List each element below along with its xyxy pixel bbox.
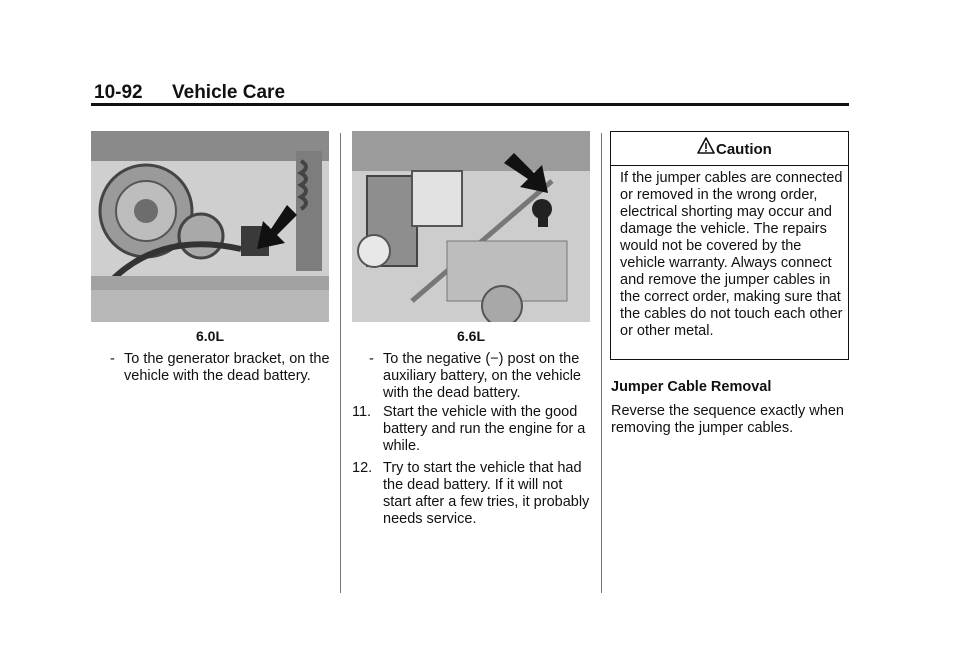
caution-header xyxy=(611,132,848,166)
list-item-marker: 12. xyxy=(352,460,373,476)
header-rule xyxy=(91,103,849,106)
section-title: Vehicle Care xyxy=(172,82,286,103)
list-item xyxy=(369,351,591,402)
column-divider-left xyxy=(340,133,341,593)
figure-caption-6-0l: 6.0L xyxy=(195,328,224,344)
page-number: 10-92 xyxy=(94,82,143,103)
list-item-marker: - xyxy=(110,351,115,367)
caution-text: If the jumper cables are connected or removed in the wrong order, electrical shorting may occur and damage the vehicle. The repairs would not be covered by the vehicle warranty. Always connect and remove the jumper cables in the correct order, making sure that the cables do not touch each other or other metal. xyxy=(620,170,843,339)
removal-paragraph: Reverse the sequence exactly when removing the jumper cables. xyxy=(611,403,844,436)
list-item xyxy=(352,460,591,528)
engine-photo-6-6l xyxy=(352,131,590,322)
engine-photo-6-0l xyxy=(91,131,329,322)
column-divider-right xyxy=(601,133,602,593)
list-item xyxy=(110,351,332,385)
list-item-text: To the generator bracket, on the vehicle with the dead battery. xyxy=(124,351,330,384)
section-heading-jumper-cable-removal: Jumper Cable Removal xyxy=(611,379,772,395)
figure-caption-6-6l: 6.6L xyxy=(456,328,485,344)
list-item-text: Try to start the vehicle that had the dead battery. If it will not start after a few tries, it probably needs service. xyxy=(383,460,590,527)
list-item-marker: 11. xyxy=(352,404,372,420)
list-item-text: To the negative (−) post on the auxiliary battery, on the vehicle with the dead battery. xyxy=(383,351,582,401)
list-item-text: Start the vehicle with the good battery and run the engine for a while. xyxy=(383,404,586,454)
list-item xyxy=(352,404,591,455)
caution-title: Caution xyxy=(716,141,772,158)
caution-warning-icon xyxy=(697,137,715,160)
list-item-marker: - xyxy=(369,351,374,367)
caution-box xyxy=(610,131,849,360)
